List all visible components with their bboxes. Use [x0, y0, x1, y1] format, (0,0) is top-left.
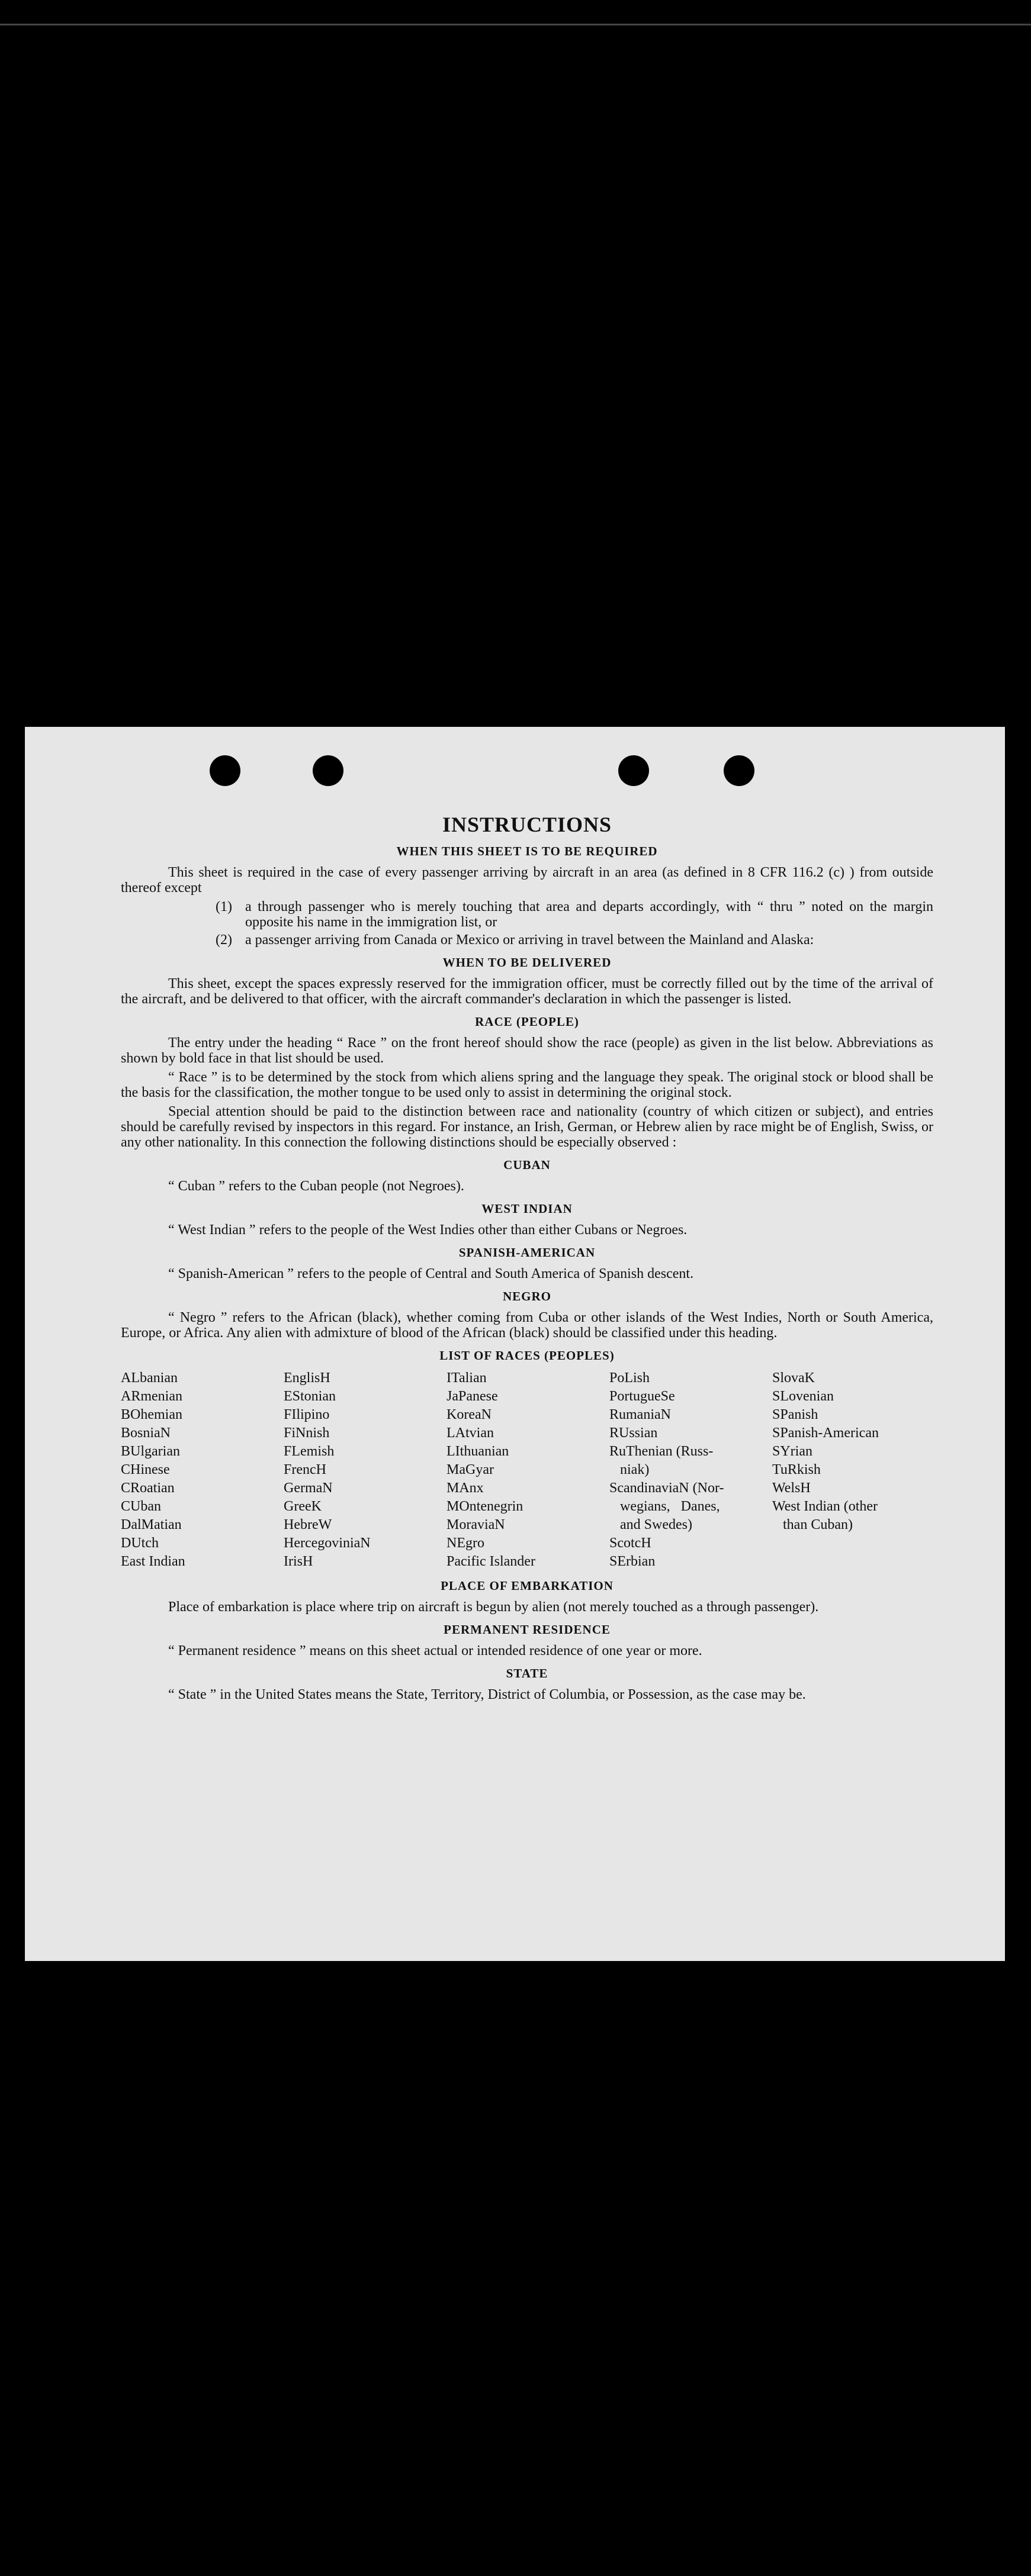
race-entry: SErbian: [609, 1554, 656, 1569]
race-entry: wegians, Danes,: [609, 1499, 720, 1514]
section-heading-negro: NEGRO: [502, 1289, 551, 1303]
instructions-content: [121, 813, 933, 1706]
race-entry: DalMatian: [121, 1517, 182, 1532]
race-entry: RuThenian (Russ-: [609, 1444, 714, 1459]
race-entry: EStonian: [284, 1389, 336, 1404]
item-text: a passenger arriving from Canada or Mexico or arriving in travel between the Mainland and Alaska:: [245, 932, 814, 948]
section-heading-spanish-american: SPANISH-AMERICAN: [458, 1245, 596, 1260]
race-entry: KoreaN: [447, 1407, 492, 1422]
section-heading-state: STATE: [506, 1666, 548, 1680]
spanish-american-text: “ Spanish-American ” refers to the people of Central and South America of Spanish descent.: [168, 1266, 694, 1281]
race-entry: PoLish: [609, 1370, 650, 1386]
race-entry: MaGyar: [447, 1462, 494, 1477]
embarkation-text: Place of embarkation is place where trip on aircraft is begun by alien (not merely touched as a through passenger).: [168, 1599, 819, 1615]
section-heading-residence: PERMANENT RESIDENCE: [444, 1622, 611, 1637]
race-entry: HebreW: [284, 1517, 332, 1532]
race-entry: ScotcH: [609, 1535, 651, 1551]
punch-hole: [210, 755, 240, 786]
races-column: [609, 1369, 772, 1571]
punch-hole: [313, 755, 343, 786]
race-entry: ScandinaviaN (Nor-: [609, 1480, 724, 1496]
race-entry: MoraviaN: [447, 1517, 505, 1532]
race-entry: FLemish: [284, 1444, 335, 1459]
race-entry: FrencH: [284, 1462, 326, 1477]
film-edge-line: [0, 24, 1031, 25]
section-heading-west-indian: WEST INDIAN: [481, 1202, 573, 1216]
required-item: [216, 899, 933, 930]
punch-hole: [618, 755, 649, 786]
race-entry: RumaniaN: [609, 1407, 671, 1422]
residence-text: “ Permanent residence ” means on this sheet actual or intended residence of one year or more.: [168, 1643, 702, 1659]
race-entry: than Cuban): [772, 1517, 853, 1532]
section-heading-cuban: CUBAN: [503, 1158, 551, 1172]
race-entry: ALbanian: [121, 1370, 178, 1386]
races-column: [447, 1369, 609, 1571]
required-item: [216, 932, 933, 948]
delivered-text: This sheet, except the spaces expressly reserved for the immigration officer, must be correctly filled out by the time of the arrival of the aircraft, and be delivered to that officer, with the aircraft commander's declaration in which the passenger is listed.: [121, 976, 933, 1007]
race-entry: RUssian: [609, 1425, 658, 1441]
west-indian-text: “ West Indian ” refers to the people of the West Indies other than either Cubans or Negroes.: [168, 1222, 688, 1238]
race-entry: SlovaK: [772, 1370, 815, 1386]
section-heading-race: RACE (PEOPLE): [475, 1015, 579, 1029]
race-entry: PortugueSe: [609, 1389, 675, 1404]
races-list: [121, 1369, 933, 1571]
race-entry: ARmenian: [121, 1389, 182, 1404]
race-entry: MOntenegrin: [447, 1499, 523, 1514]
race-entry: SPanish-American: [772, 1425, 879, 1441]
section-heading-delivered: WHEN TO BE DELIVERED: [442, 955, 612, 970]
race-entry: FiNnish: [284, 1425, 330, 1441]
race-entry: GreeK: [284, 1499, 322, 1514]
race-entry: niak): [609, 1462, 650, 1477]
race-entry: CRoatian: [121, 1480, 175, 1496]
race-entry: LIthuanian: [447, 1444, 509, 1459]
race-entry: BUlgarian: [121, 1444, 180, 1459]
cuban-text: “ Cuban ” refers to the Cuban people (not Negroes).: [168, 1178, 464, 1194]
race-entry: EnglisH: [284, 1370, 330, 1386]
race-entry: SLovenian: [772, 1389, 834, 1404]
race-entry: ITalian: [447, 1370, 487, 1386]
race-entry: SPanish: [772, 1407, 818, 1422]
page-title: INSTRUCTIONS: [442, 813, 612, 836]
race-entry: BOhemian: [121, 1407, 182, 1422]
race-paragraph: “ Race ” is to be determined by the stock from which aliens spring and the language they speak. The original stock or blood shall be the basis for the classification, the mother tongue to be used only to assist in determining the original stock.: [121, 1070, 933, 1100]
race-entry: Pacific Islander: [447, 1554, 535, 1569]
race-entry: West Indian (other: [772, 1499, 878, 1514]
races-column: [772, 1369, 933, 1571]
required-intro: This sheet is required in the case of every passenger arriving by aircraft in an area (as defined in 8 CFR 116.2 (c) ) from outside thereof except: [121, 865, 933, 896]
race-entry: LAtvian: [447, 1425, 494, 1441]
document-page: [25, 727, 1005, 1961]
race-entry: East Indian: [121, 1554, 185, 1569]
race-entry: SYrian: [772, 1444, 812, 1459]
race-entry: CHinese: [121, 1462, 170, 1477]
negro-text: “ Negro ” refers to the African (black), whether coming from Cuba or other islands of the West Indies, North or South America, Europe, or Africa. Any alien with admixture of blood of the African (black) should be classified under this heading.: [121, 1310, 933, 1341]
race-entry: JaPanese: [447, 1389, 498, 1404]
item-number: (2): [216, 932, 232, 948]
race-entry: HercegoviniaN: [284, 1535, 371, 1551]
race-entry: GermaN: [284, 1480, 333, 1496]
state-text: “ State ” in the United States means the State, Territory, District of Columbia, or Possession, as the case may be.: [168, 1687, 806, 1702]
race-entry: TuRkish: [772, 1462, 821, 1477]
item-text: a through passenger who is merely touching that area and departs accordingly, with “ thru ” noted on the margin opposite his name in the immigration list, or: [245, 899, 933, 930]
race-paragraph: The entry under the heading “ Race ” on the front hereof should show the race (people) as given in the list below. Abbreviations as shown by bold face in that list should be used.: [121, 1035, 933, 1066]
section-heading-required: WHEN THIS SHEET IS TO BE REQUIRED: [396, 844, 658, 858]
section-heading-races-list: LIST OF RACES (PEOPLES): [439, 1348, 615, 1363]
race-entry: FIlipino: [284, 1407, 330, 1422]
race-entry: and Swedes): [609, 1517, 692, 1532]
section-heading-embarkation: PLACE OF EMBARKATION: [441, 1579, 614, 1593]
races-column: [284, 1369, 447, 1571]
race-paragraph: Special attention should be paid to the distinction between race and nationality (country of which citizen or subject), and entries should be carefully revised by inspectors in this regard. For instance, an Irish, German, or Hebrew alien by race might be of English, Swiss, or any other nationality. In this connection the following distinctions should be especially observed :: [121, 1104, 933, 1150]
race-entry: NEgro: [447, 1535, 484, 1551]
race-entry: WelsH: [772, 1480, 811, 1496]
race-entry: DUtch: [121, 1535, 159, 1551]
races-column: [121, 1369, 284, 1571]
item-number: (1): [216, 899, 232, 915]
race-entry: IrisH: [284, 1554, 313, 1569]
race-entry: CUban: [121, 1499, 161, 1514]
race-entry: MAnx: [447, 1480, 484, 1496]
race-entry: BosniaN: [121, 1425, 171, 1441]
punch-hole: [724, 755, 754, 786]
